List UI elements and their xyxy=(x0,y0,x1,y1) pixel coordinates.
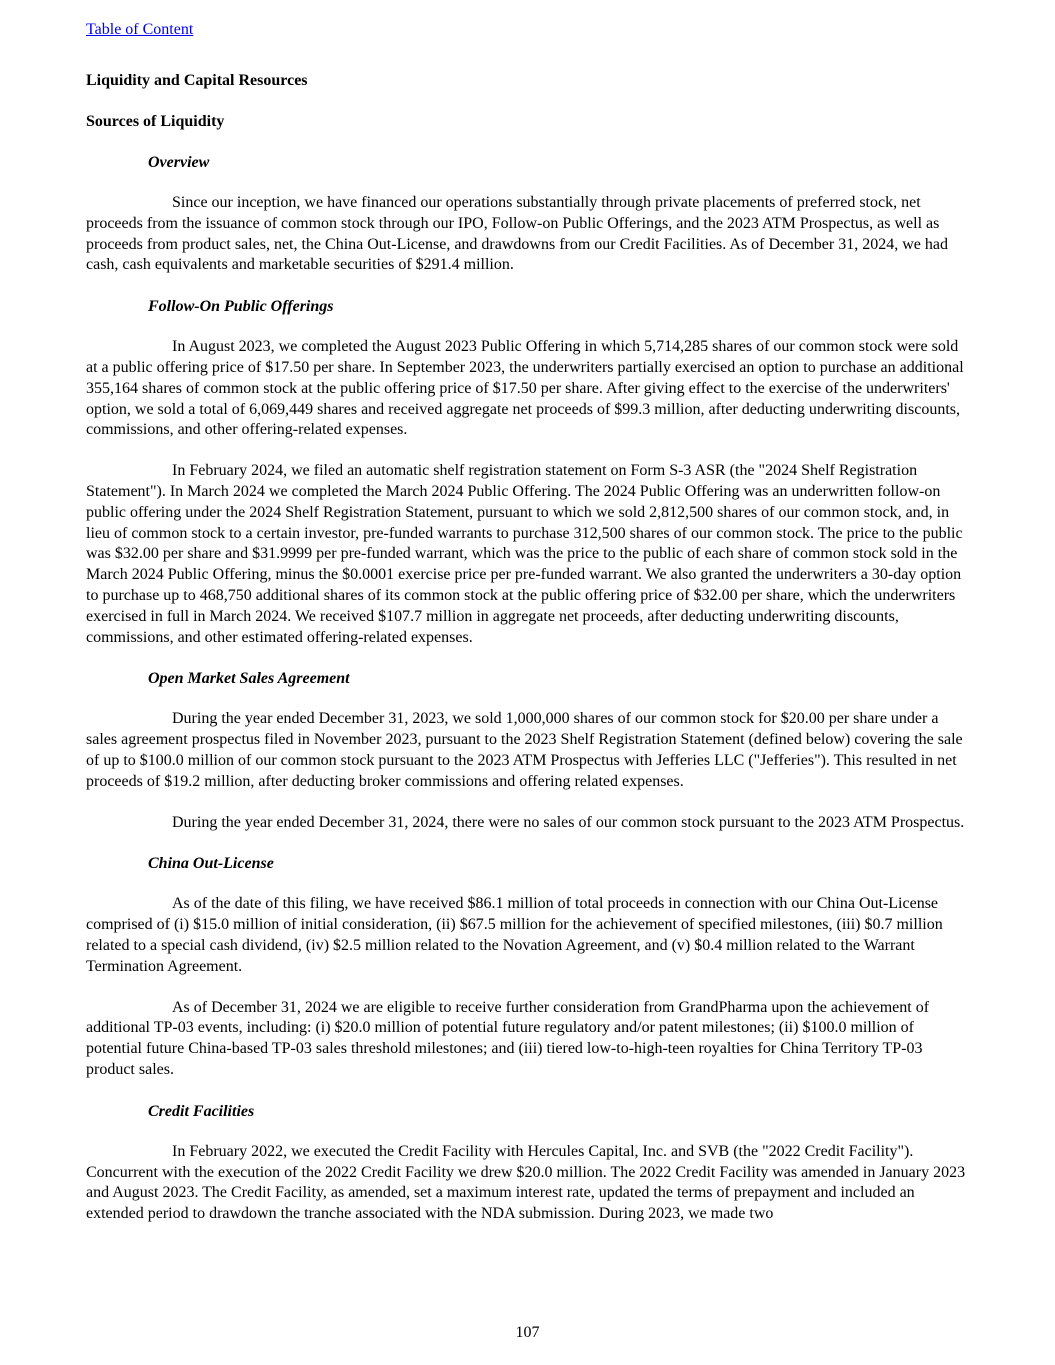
block-follow-on-public-offerings xyxy=(86,296,971,648)
block-china-out-license xyxy=(86,853,971,1080)
paragraph: Since our inception, we have financed our operations substantially through private placements of preferred stock, net proceeds from the issuance of common stock through our IPO, Follow-on Public Offerings, and the 2023 ATM Prospectus, as well as proceeds from product sales, net, the China Out-License, and drawdowns from our Credit Facilities. As of December 31, 2024, we had cash, cash equivalents and marketable securities of $291.4 million. xyxy=(86,194,948,274)
paragraph: During the year ended December 31, 2024, there were no sales of our common stock pursuant to the 2023 ATM Prospectus. xyxy=(172,813,965,831)
subsection-heading: Follow-On Public Offerings xyxy=(148,298,334,316)
paragraph: During the year ended December 31, 2023, we sold 1,000,000 shares of our common stock for $20.00 per share under a sales agreement prospectus filed in November 2023, pursuant to the 2023 Shelf Registration Statement (defined below) covering the sale of up to $100.0 million of our common stock pursuant to the 2023 ATM Prospectus with Jefferies LLC ("Jefferies"). This resulted in net proceeds of $19.2 million, after deducting broker commissions and offering related expenses. xyxy=(86,710,963,790)
block-credit-facilities xyxy=(86,1101,971,1225)
block-overview xyxy=(86,152,971,276)
paragraph: As of the date of this filing, we have received $86.1 million of total proceeds in connection with our China Out-License comprised of (i) $15.0 million of initial consideration, (ii) $67.5 million for the achievement of specified milestones, (iii) $0.7 million related to a special cash dividend, (iv) $2.5 million related to the Novation Agreement, and (v) $0.4 million related to the Warrant Termination Agreement. xyxy=(86,895,943,975)
paragraph: In August 2023, we completed the August 2023 Public Offering in which 5,714,285 shares of our common stock were sold at a public offering price of $17.50 per share. In September 2023, the underwriters partially exercised an option to purchase an additional 355,164 shares of common stock at the public offering price of $17.50 per share. After giving effect to the exercise of the underwriters' option, we sold a total of 6,069,449 shares and received aggregate net proceeds of $99.3 million, after deducting underwriting discounts, commissions, and other offering-related expenses. xyxy=(86,338,964,439)
section-subtitle: Sources of Liquidity xyxy=(86,113,225,130)
page-number: 107 xyxy=(515,1324,540,1341)
subsection-heading: Open Market Sales Agreement xyxy=(148,670,350,688)
paragraph: In February 2022, we executed the Credit Facility with Hercules Capital, Inc. and SVB (the "2022 Credit Facility"). Concurrent with the execution of the 2022 Credit Facility we drew $20.0 million. The 2022 Credit Facility was amended in January 2023 and August 2023. The Credit Facility, as amended, set a maximum interest rate, updated the terms of prepayment and included an extended period to drawdown the tranche associated with the NDA submission. During 2023, we made two xyxy=(86,1142,966,1223)
subsection-heading: Credit Facilities xyxy=(148,1102,255,1120)
subsection-heading: Overview xyxy=(148,154,210,171)
paragraph: In February 2024, we filed an automatic shelf registration statement on Form S-3 ASR (the "2024 Shelf Registration Statement"). In March 2024 we completed the March 2024 Public Offering. The 2024 Public Offering was an underwritten follow-on public offering under the 2024 Shelf Registration Statement, pursuant to which we sold 2,812,500 shares of our common stock, and, in lieu of common stock to a certain investor, pre-funded warrants to purchase 312,500 shares of our common stock. The price to the public was $32.00 per share and $31.9999 per pre-funded warrant, which was the price to the public of each share of common stock sold in the March 2024 Public Offering, minus the $0.0001 exercise price per pre-funded warrant. We also granted the underwriters a 30-day option to purchase up to 468,750 additional shares of its common stock at the public offering price of $32.00 per share, which the underwriters exercised in full in March 2024. We received $107.7 million in aggregate net proceeds, after deducting underwriting discounts, commissions, and other estimated offering-related expenses. xyxy=(86,462,963,646)
paragraph: As of December 31, 2024 we are eligible to receive further consideration from GrandPharma upon the achievement of additional TP-03 events, including: (i) $20.0 million of potential future regulatory and/or patent milestones; (ii) $100.0 million of potential future China-based TP-03 sales threshold milestones; and (iii) tiered low-to-high-teen royalties for China Territory TP-03 product sales. xyxy=(86,998,930,1078)
table-of-content-link[interactable]: Table of Content xyxy=(86,21,194,38)
section-title: Liquidity and Capital Resources xyxy=(86,72,308,89)
block-open-market-sales-agreement xyxy=(86,668,971,833)
subsection-heading: China Out-License xyxy=(148,855,274,873)
